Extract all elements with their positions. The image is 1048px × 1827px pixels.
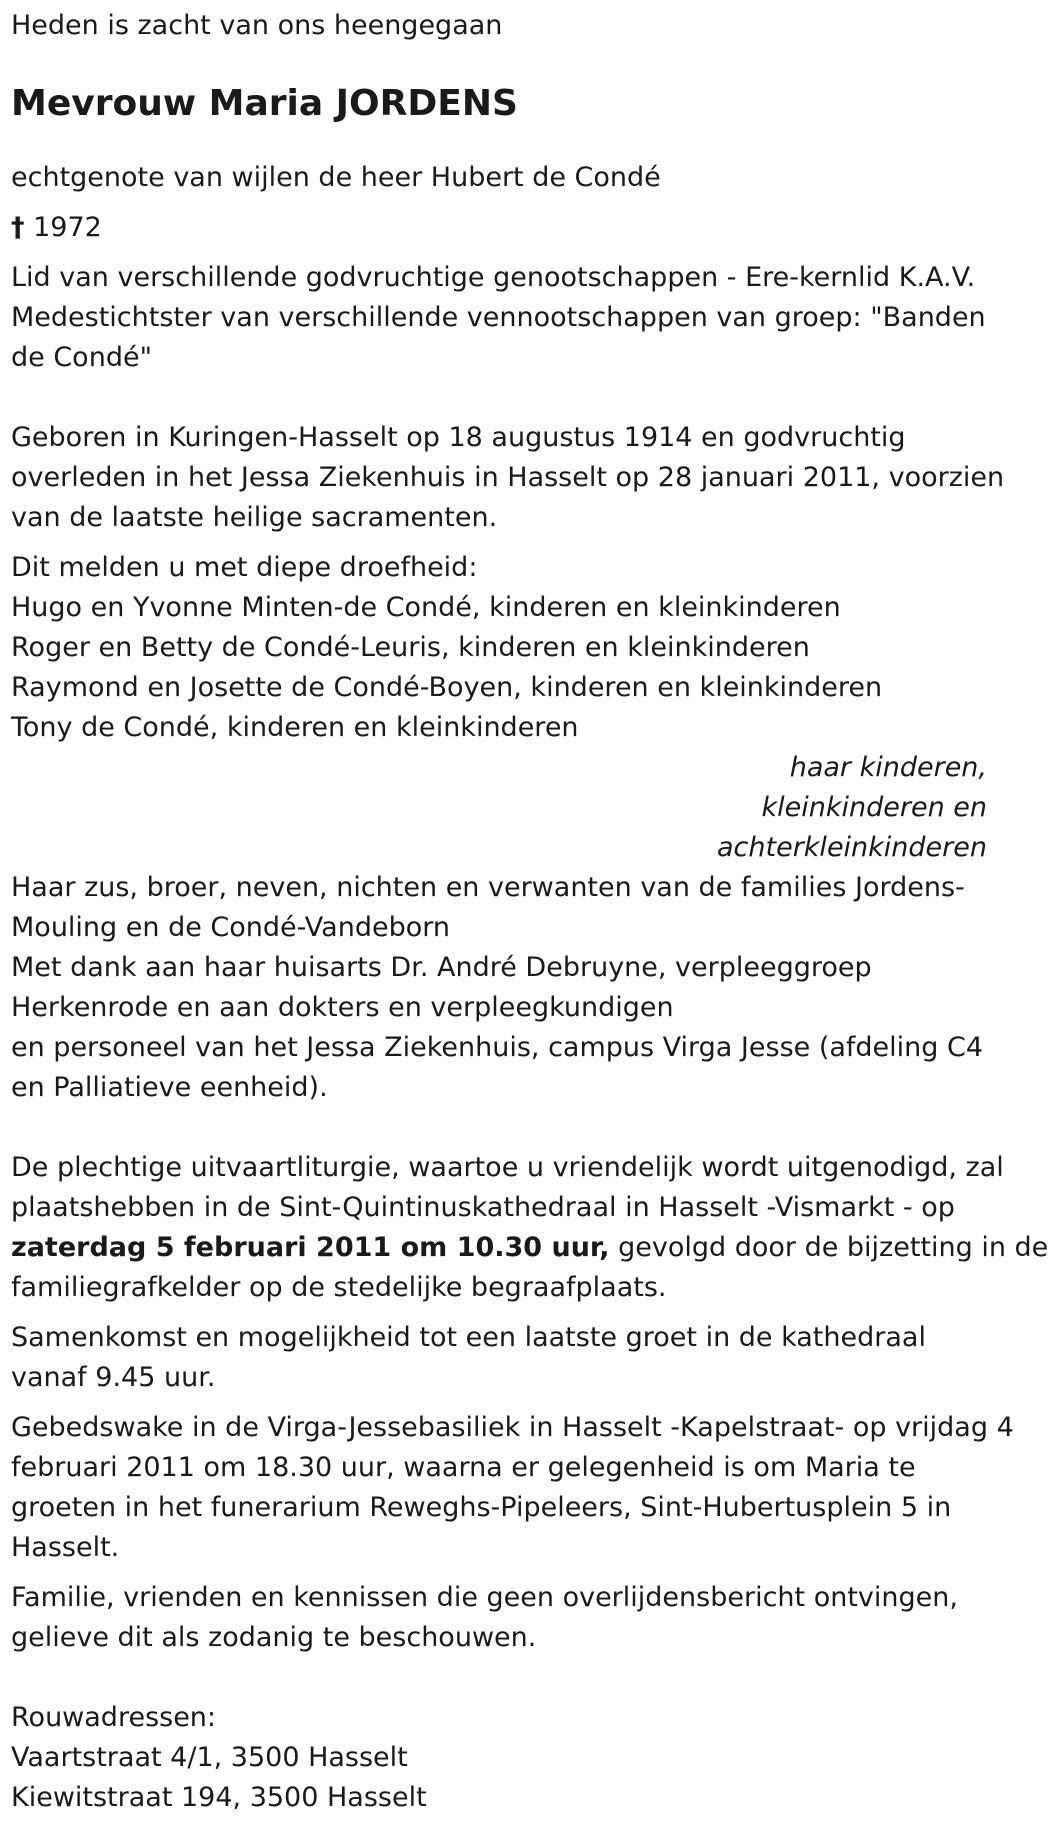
vigil-line: Gebedswake in de Virga-Jessebasiliek in Hasselt -Kapelstraat- op vrijdag 4	[11, 1412, 1014, 1443]
announcers-intro: Dit melden u met diepe droefheid:	[11, 552, 478, 583]
addresses-title: Rouwadressen:	[11, 1702, 217, 1733]
announcer-line: Raymond en Josette de Condé-Boyen, kinderen en kleinkinderen	[11, 672, 883, 703]
gathering-block	[11, 1318, 989, 1398]
descendants-line: achterkleinkinderen	[717, 832, 987, 863]
descendants-line: kleinkinderen en	[761, 792, 987, 823]
relatives-line: Herkenrode en aan dokters en verpleegkundigen	[11, 992, 674, 1023]
funeral-block	[11, 1148, 1048, 1308]
funeral-line: familiegrafkelder op de stedelijke begraafplaats.	[11, 1272, 667, 1303]
descendants-block	[11, 748, 989, 868]
membership-line: Lid van verschillende godvruchtige genootschappen - Ere-kernlid K.A.V.	[11, 262, 976, 293]
intro-text: Heden is zacht van ons heengegaan	[11, 10, 503, 41]
membership-line: de Condé"	[11, 342, 152, 373]
address-line: Kiewitstraat 194, 3500 Hasselt	[11, 1782, 427, 1813]
announcer-line: Roger en Betty de Condé-Leuris, kinderen en kleinkinderen	[11, 632, 810, 663]
vigil-line: groeten in het funerarium Reweghs-Pipeleers, Sint-Hubertusplein 5 in	[11, 1492, 952, 1523]
funeral-line: plaatshebben in de Sint-Quintinuskathedraal in Hasselt -Vismarkt - op	[11, 1192, 955, 1223]
cross-icon: †	[11, 212, 25, 243]
announcer-line: Hugo en Yvonne Minten-de Condé, kinderen en kleinkinderen	[11, 592, 841, 623]
vigil-block	[11, 1408, 1014, 1568]
announcers-block	[11, 548, 989, 748]
relatives-line: en personeel van het Jessa Ziekenhuis, campus Virga Jesse (afdeling C4	[11, 1032, 984, 1063]
membership-line: Medestichtster van verschillende vennootschappen van groep: "Banden	[11, 302, 986, 333]
birth-death-block	[11, 418, 1005, 538]
birth-death-line: van de laatste heilige sacramenten.	[11, 502, 498, 533]
spouse-death	[11, 208, 989, 248]
gathering-line: vanaf 9.45 uur.	[11, 1362, 216, 1393]
gathering-line: Samenkomst en mogelijkheid tot een laatste groet in de kathedraal	[11, 1322, 926, 1353]
spouse-death-year: 1972	[33, 212, 102, 243]
relatives-line: Mouling en de Condé-Vandeborn	[11, 912, 450, 943]
funeral-line	[11, 1228, 1048, 1268]
notice-line: gelieve dit als zodanig te beschouwen.	[11, 1622, 537, 1653]
address-line: Vaartstraat 4/1, 3500 Hasselt	[11, 1742, 408, 1773]
birth-death-line: overleden in het Jessa Ziekenhuis in Hasselt op 28 januari 2011, voorzien	[11, 462, 1005, 493]
relatives-line: en Palliatieve eenheid).	[11, 1072, 328, 1103]
relatives-block	[11, 868, 989, 1108]
spouse-text: echtgenote van wijlen de heer Hubert de Condé	[11, 162, 661, 193]
spacer	[11, 126, 989, 158]
funeral-line: De plechtige uitvaartliturgie, waartoe u vriendelijk wordt uitgenodigd, zal	[11, 1152, 1004, 1183]
vigil-line: februari 2011 om 18.30 uur, waarna er gelegenheid is om Maria te	[11, 1452, 916, 1483]
deceased-name: Mevrouw Maria JORDENS	[11, 83, 518, 124]
birth-death-line: Geboren in Kuringen-Hasselt op 18 augustus 1914 en godvruchtig	[11, 422, 906, 453]
notice-line: Familie, vrienden en kennissen die geen overlijdensbericht ontvingen,	[11, 1582, 958, 1613]
funeral-date: zaterdag 5 februari 2011 om 10.30 uur,	[11, 1232, 610, 1263]
notice-block	[11, 1578, 989, 1658]
addresses-block	[11, 1698, 989, 1818]
funeral-line-rest: gevolgd door de bijzetting in de	[609, 1232, 1048, 1263]
relatives-line: Haar zus, broer, neven, nichten en verwanten van de families Jordens-	[11, 872, 965, 903]
descendants-line: haar kinderen,	[789, 752, 987, 783]
announcer-line: Tony de Condé, kinderen en kleinkinderen	[11, 712, 579, 743]
relatives-line: Met dank aan haar huisarts Dr. André Debruyne, verpleeggroep	[11, 952, 872, 983]
memberships-block	[11, 258, 989, 378]
vigil-line: Hasselt.	[11, 1532, 120, 1563]
